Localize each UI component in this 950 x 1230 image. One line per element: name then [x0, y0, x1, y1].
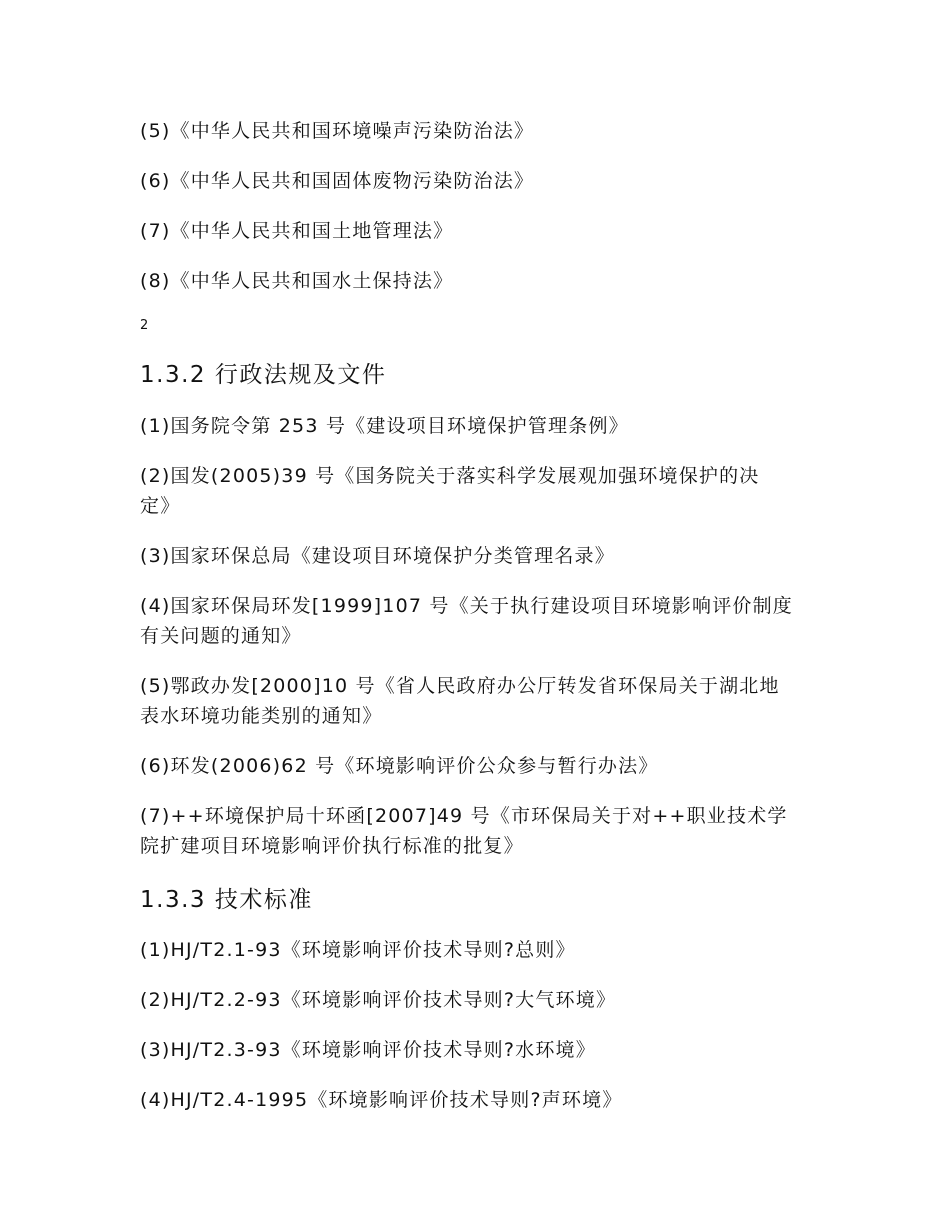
- tech-item: (3)HJ/T2.3-93《环境影响评价技术导则?水环境》: [140, 1039, 596, 1061]
- section-heading-admin: 1.3.2 行政法规及文件: [140, 362, 387, 388]
- admin-item-continued: 表水环境功能类别的通知》: [140, 705, 383, 727]
- tech-item: (1)HJ/T2.1-93《环境影响评价技术导则?总则》: [140, 939, 576, 961]
- admin-item: (5)鄂政办发[2000]10 号《省人民政府办公厅转发省环保局关于湖北地: [140, 675, 780, 697]
- law-item: (7)《中华人民共和国土地管理法》: [140, 220, 454, 242]
- tech-item: (4)HJ/T2.4-1995《环境影响评价技术导则?声环境》: [140, 1089, 623, 1111]
- law-item: (6)《中华人民共和国固体废物污染防治法》: [140, 170, 535, 192]
- admin-item: (4)国家环保局环发[1999]107 号《关于执行建设项目环境影响评价制度: [140, 595, 793, 617]
- admin-item-continued: 有关问题的通知》: [140, 625, 302, 647]
- admin-item: (3)国家环保总局《建设项目环境保护分类管理名录》: [140, 545, 615, 567]
- admin-item: (1)国务院令第 253 号《建设项目环境保护管理条例》: [140, 415, 629, 437]
- section-heading-tech: 1.3.3 技术标准: [140, 887, 313, 913]
- admin-item: (6)环发(2006)62 号《环境影响评价公众参与暂行办法》: [140, 755, 659, 777]
- admin-item-continued: 院扩建项目环境影响评价执行标准的批复》: [140, 835, 524, 857]
- admin-item-continued: 定》: [140, 495, 181, 517]
- tech-item: (2)HJ/T2.2-93《环境影响评价技术导则?大气环境》: [140, 989, 617, 1011]
- page-number: 2: [140, 318, 149, 333]
- law-item: (8)《中华人民共和国水土保持法》: [140, 270, 454, 292]
- law-item: (5)《中华人民共和国环境噪声污染防治法》: [140, 120, 535, 142]
- admin-item: (7)++环境保护局十环函[2007]49 号《市环保局关于对++职业技术学: [140, 805, 788, 827]
- admin-item: (2)国发(2005)39 号《国务院关于落实科学发展观加强环境保护的决: [140, 465, 760, 487]
